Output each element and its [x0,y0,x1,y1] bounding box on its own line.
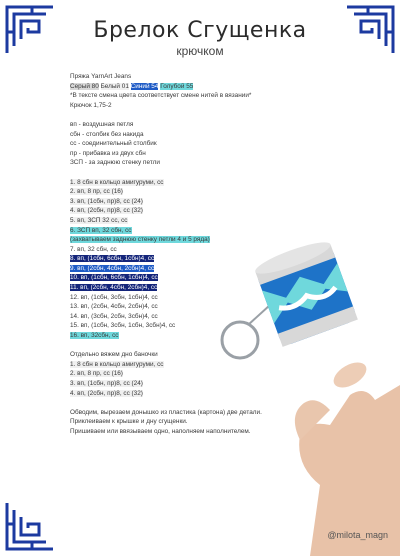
pattern-row [70,302,285,312]
pattern-row-text: 1. 8 сбн в кольцо амигуруми, сс [70,178,164,186]
pattern-row [70,321,285,331]
pattern-row [70,206,285,216]
color-gray: Серый 80 [70,82,99,90]
bottom-row [70,389,285,399]
pattern-text [70,72,285,437]
abbr-line: вп - воздушная петля [70,120,134,128]
page-title: Брелок Сгущенка [93,18,307,43]
pattern-row [70,273,285,283]
bottom-row [70,360,285,370]
bottom-row-text: 2. вп, 8 пр, сс (16) [70,370,123,378]
pattern-row-text: 3. вп, (1сбн, пр)8, сс (24) [70,197,143,205]
pattern-row [70,245,285,255]
pattern-row-text: 9. вп, (2сбн, 4сбн, 2сбн)4, сс [70,264,155,272]
corner-ornament-bottom-left [4,500,56,552]
pattern-row [70,197,285,207]
abbr-line: сбн - столбик без накида [70,130,144,138]
pattern-row [70,293,285,303]
pattern-row [70,187,285,197]
hook-line: Крючок 1,75-2 [70,101,112,109]
pattern-row [70,235,285,245]
bottom-row [70,369,285,379]
pattern-row-text: 8. вп, (1сбн, 6сбн, 1сбн)4, сс [70,255,155,263]
bottom-row [70,379,285,389]
pattern-row [70,312,285,322]
pattern-row [70,226,285,236]
abbr-line: ЗСП - за заднюю стенку петли [70,159,160,167]
bottom-row-text: 1. 8 сбн в кольцо амигуруми, сс [70,360,164,368]
color-blue: Синий 54 [130,82,159,90]
instruction-line: Обводим, вырезаем донышко из пластика (картона) две детали. [70,408,262,416]
pattern-row [70,254,285,264]
pattern-row-text: 4. вп, (2сбн, пр)8, сс (32) [70,207,143,215]
abbr-line: пр - прибавка из двух сбн [70,149,146,157]
pattern-row-text: (захватываем заднюю стенку петли 4 и 5 ряда) [70,236,210,244]
pattern-row-text: 16. вп, 32сбн, сс [70,332,119,340]
bottom-heading: Отдельно вяжем дно баночки [70,351,158,359]
abbr-line: сс - соединительный столбик [70,140,157,148]
pattern-row [70,283,285,293]
pattern-row-text: 6. ЗСП вп, 32 сбн, сс [70,226,132,234]
pattern-row-text: 5. вп, ЗСП 32 сс, сс [70,216,128,224]
pattern-row-text: 11. вп, (2сбн, 4сбн, 2сбн)4, сс [70,284,158,292]
bottom-row-text: 4. вп, (2сбн, пр)8, сс (32) [70,389,143,397]
pattern-row-text: 7. вп, 32 сбн, сс [70,245,117,253]
pattern-row [70,216,285,226]
pattern-row-text: 15. вп, (1сбн, 3сбн, 1сбн, 3сбн)4, сс [70,322,176,330]
bottom-row-text: 3. вп, (1сбн, пр)8, сс (24) [70,380,143,387]
color-cyan: Голубой 55 [160,82,194,90]
pattern-row-text: 14. вп, (3сбн, 2сбн, 3сбн)4, сс [70,312,158,320]
color-white: Белый 01 [100,82,129,90]
page-subtitle: крючком [176,44,224,58]
pattern-row-text: 2. вп, 8 пр, сс (16) [70,188,123,196]
author-handle: @milota_magn [327,530,388,540]
instruction-line: Приклеиваем к крышке и дну сгущенки. [70,418,188,426]
pattern-row-text: 13. вп, (2сбн, 4сбн, 2сбн)4, сс [70,303,158,311]
pattern-row-text: 12. вп, (1сбн, 3сбн, 1сбн)4, сс [70,293,158,301]
pattern-row [70,331,285,341]
yarn-line: Пряжа YarnArt Jeans [70,73,132,80]
instruction-line: Пришиваем или ввязываем одно, наполняем наполнителем. [70,427,251,435]
pattern-row [70,178,285,188]
note-line: *В тексте смена цвета соответствует смене нитей в вязании* [70,92,252,100]
pattern-row [70,264,285,274]
colors-line [70,82,285,92]
pattern-row-text: 10. вп, (1сбн, 6сбн, 1сбн)4, сс [70,274,158,282]
